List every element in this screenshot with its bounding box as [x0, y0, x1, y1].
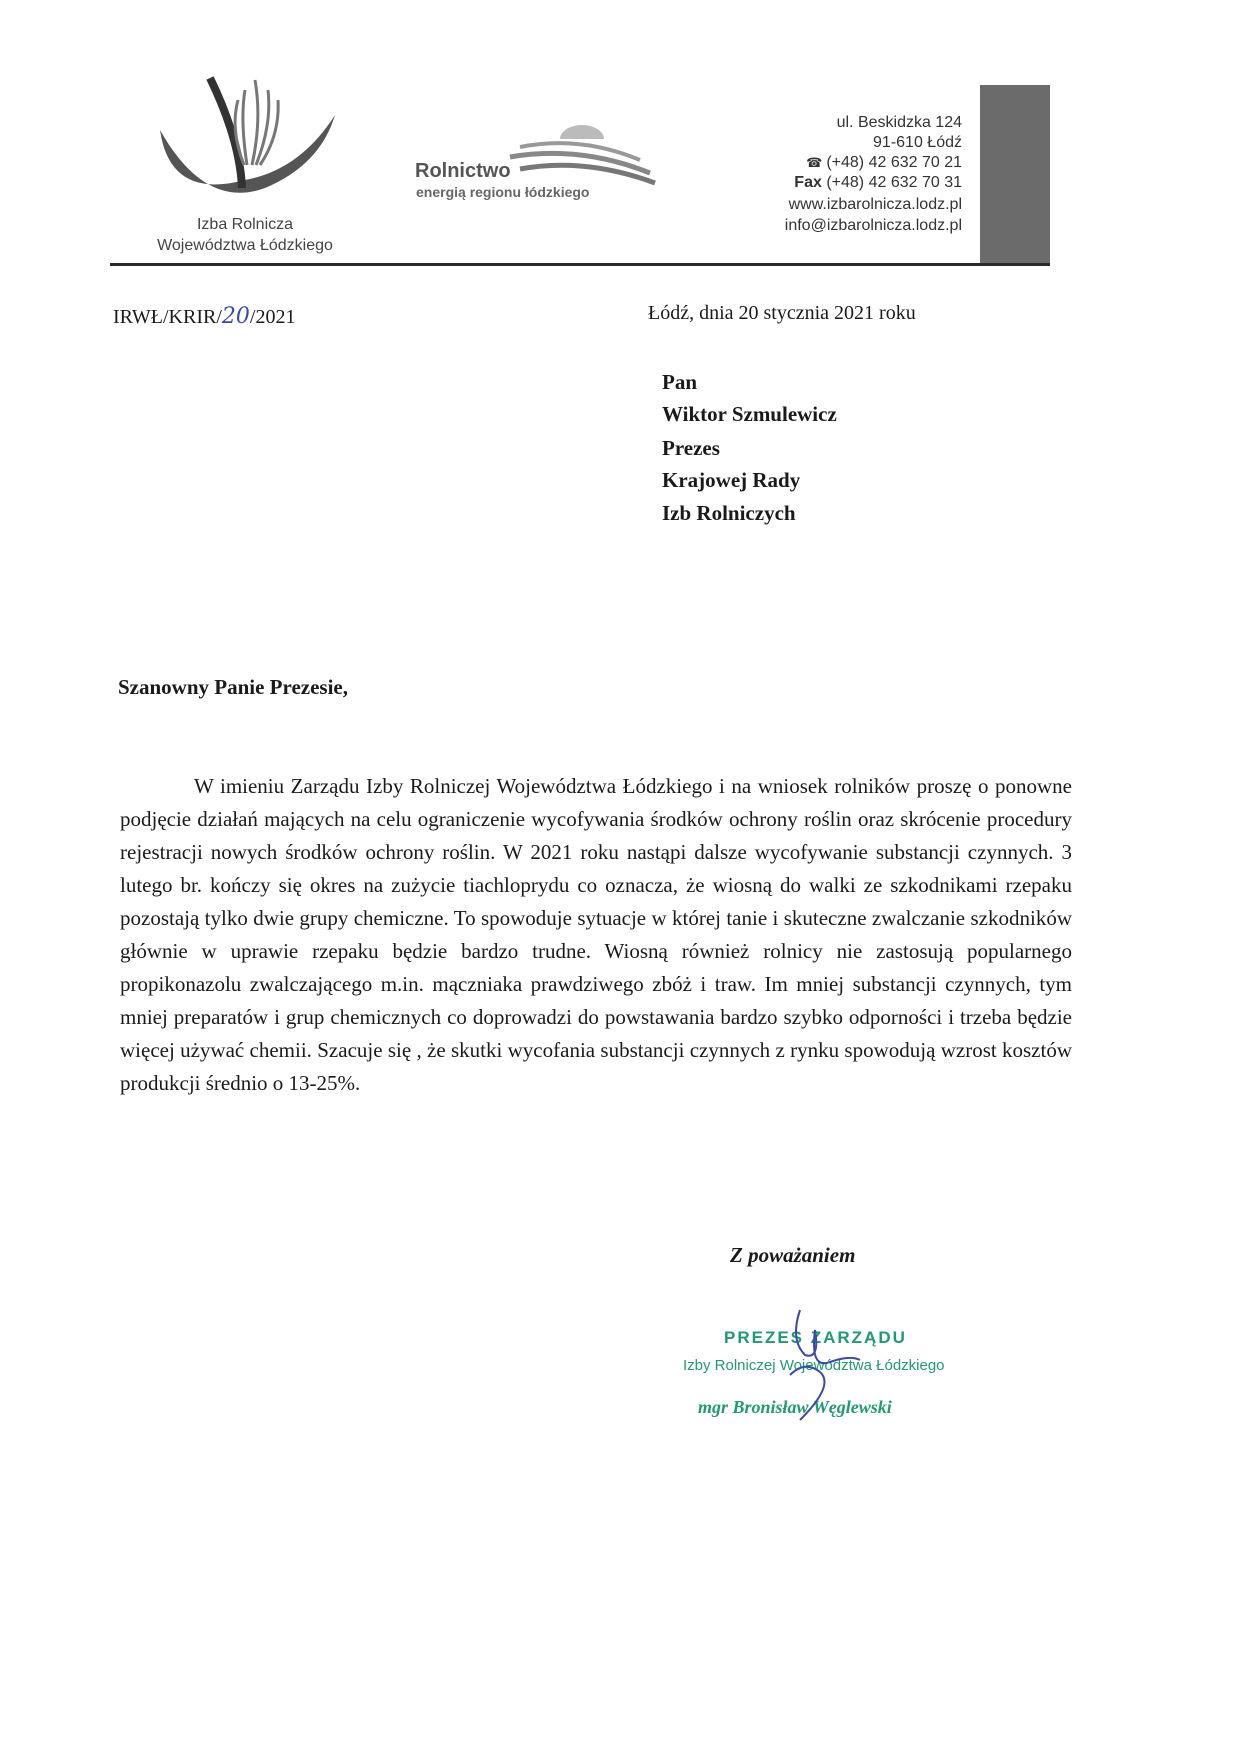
org-name-line2: Województwa Łódzkiego	[157, 237, 333, 254]
reference-handwritten-number: 20	[221, 304, 250, 329]
wheat-logo-icon	[150, 70, 350, 220]
letter-date: Łódź, dnia 20 stycznia 2021 roku	[648, 302, 916, 324]
salutation: Szanowny Panie Prezesie,	[118, 675, 348, 699]
contact-fax: (+48) 42 632 70 31	[826, 174, 962, 191]
recipient-line-4: Krajowej Rady	[662, 468, 801, 492]
contact-website: www.izbarolnicza.lodz.pl	[788, 196, 962, 213]
contact-street: ul. Beskidzka 124	[836, 114, 962, 131]
header-gray-block	[980, 85, 1050, 263]
org-name-line1: Izba Rolnicza	[196, 216, 294, 233]
recipient-line-1: Pan	[662, 370, 698, 394]
body-paragraph: W imieniu Zarządu Izby Rolniczej Województwa Łódzkiego i na wniosek rolników proszę o ponowne podjęcie działań mających na celu ograniczenie wycofywania środków ochrony roślin oraz skrócenie procedury rejestracji nowych środków ochrony roślin. W 2021 roku nastąpi dalsze wycofywanie substancji czynnych. 3 lutego br. kończy się okres na zużycie tiachloprydu co oznacza, że wiosną do walki ze szkodnikami rzepaku pozostają tylko dwie grupy chemiczne. To spowoduje sytuacje w której tanie i skuteczne zwalczanie szkodników głównie w uprawie rzepaku będzie bardzo trudne. Wiosną również rolnicy nie zastosują popularnego propikonazolu zwalczającego m.in. mączniaka prawdziwego zbóż i traw. Im mniej substancji czynnych, tym mniej preparatów i grup chemicznych co doprowadzi do powstawania bardzo szybko odporności i trzeba będzie więcej używać chemii. Szacuje się , że skutki wycofania substancji czynnych z rynku spowodują wzrost kosztów produkcji średnio o 13-25%.	[120, 774, 1072, 1095]
contact-city: 91-610 Łódź	[873, 134, 962, 151]
slogan-title: Rolnictwo	[415, 160, 511, 182]
contact-email: info@izbarolnicza.lodz.pl	[784, 217, 962, 234]
contact-fax-row	[794, 173, 962, 193]
stamp-name: mgr Bronisław Węglewski	[698, 1397, 892, 1417]
contact-phone: (+48) 42 632 70 21	[826, 154, 962, 171]
closing: Z poważaniem	[730, 1243, 856, 1267]
slogan-subtitle: energią regionu łódzkiego	[416, 184, 590, 200]
header-divider	[110, 263, 1050, 266]
stamp-organization: Izby Rolniczej Województwa Łódzkiego	[683, 1357, 945, 1374]
contact-phone-row	[806, 153, 962, 173]
contact-fax-label: Fax	[794, 174, 822, 191]
reference-suffix: /2021	[249, 306, 296, 328]
recipient-line-5: Izb Rolniczych	[662, 501, 796, 525]
letter-body	[120, 770, 1072, 1100]
reference-number	[113, 304, 295, 329]
signature-icon	[730, 1300, 910, 1430]
stamp-title: PREZES ZARZĄDU	[724, 1328, 907, 1347]
recipient-line-2: Wiktor Szmulewicz	[662, 402, 837, 426]
reference-prefix: IRWŁ/KRIR/	[113, 306, 222, 328]
phone-icon: ☎	[806, 155, 823, 170]
recipient-line-3: Prezes	[662, 436, 720, 460]
